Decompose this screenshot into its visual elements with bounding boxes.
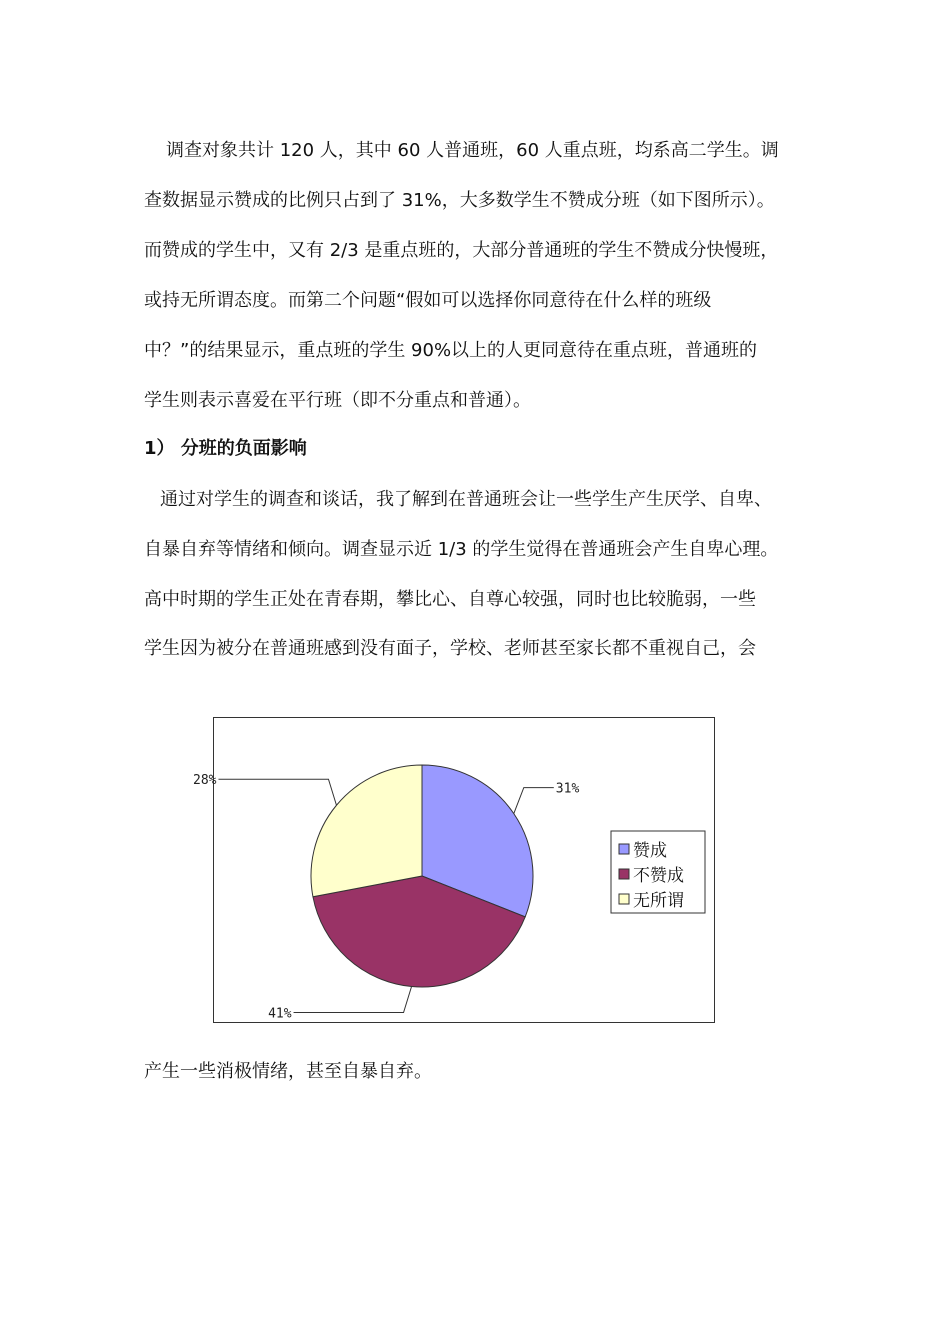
- legend-swatch-2: [619, 869, 629, 879]
- pie-chart-svg: [192, 718, 714, 1022]
- p1-line-3: 而赞成的学生中，又有 2/3 是重点班的，大部分普通班的学生不赞成分快慢班，: [144, 240, 779, 261]
- leader-line-1: [514, 788, 554, 814]
- p2-line-3: 高中时期的学生正处在青春期，攀比心、自尊心较强，同时也比较脆弱，一些: [144, 589, 756, 610]
- leader-line-3: [218, 779, 336, 805]
- p1-line-1: 调查对象共计 120 人，其中 60 人普通班，60 人重点班，均系高二学生。调: [166, 140, 779, 161]
- p1-line-5: 中？”的结果显示，重点班的学生 90%以上的人更同意待在重点班，普通班的: [144, 340, 758, 361]
- p1-line-6: 学生则表示喜爱在平行班（即不分重点和普通）。: [144, 390, 531, 411]
- legend-label-3: 无所谓: [633, 891, 684, 911]
- p2-line-4: 学生因为被分在普通班感到没有面子，学校、老师甚至家长都不重视自己，会: [144, 638, 756, 659]
- legend: [611, 831, 705, 913]
- p3-line-1: 产生一些消极情绪，甚至自暴自弃。: [144, 1061, 432, 1082]
- pie-slice-3: [311, 765, 422, 897]
- legend-swatch-3: [619, 894, 629, 904]
- legend-label-2: 不赞成: [633, 866, 684, 886]
- p1-line-4: 或持无所谓态度。而第二个问题“假如可以选择你同意待在什么样的班级: [144, 290, 712, 311]
- legend-swatch-1: [619, 844, 629, 854]
- pie-chart: [192, 717, 715, 1023]
- legend-label-1: 赞成: [633, 841, 667, 861]
- data-label-3: 28%: [192, 773, 217, 789]
- p2-line-1: 通过对学生的调查和谈话，我了解到在普通班会让一些学生产生厌学、自卑、: [160, 489, 772, 510]
- p1-line-2: 查数据显示赞成的比例只占到了 31%，大多数学生不赞成分班（如下图所示）。: [144, 190, 775, 211]
- section-heading: 1） 分班的负面影响: [144, 438, 307, 459]
- leader-line-2: [294, 987, 412, 1013]
- data-label-1: 31%: [555, 781, 580, 797]
- data-label-2: 41%: [268, 1006, 292, 1022]
- p2-line-2: 自暴自弃等情绪和倾向。调查显示近 1/3 的学生觉得在普通班会产生自卑心理。: [144, 539, 779, 560]
